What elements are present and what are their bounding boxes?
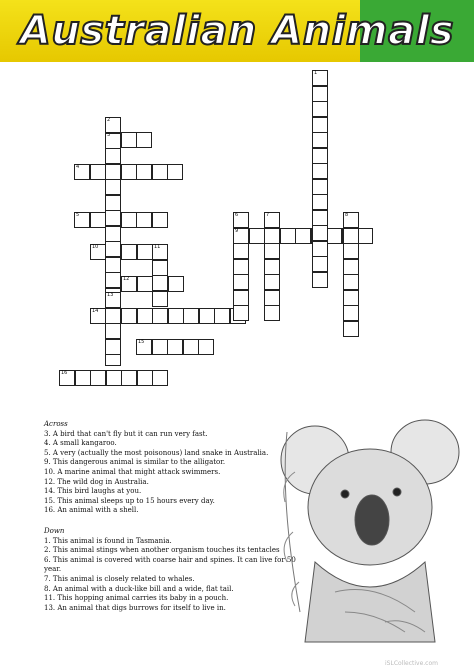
crossword-cell[interactable] xyxy=(312,86,328,102)
crossword-cell[interactable] xyxy=(343,228,359,244)
cell-number-1: 1 xyxy=(314,70,318,76)
crossword-cell[interactable] xyxy=(199,308,215,324)
clue-down-2: 2. This animal stings when another organism touches its tentacles xyxy=(44,546,280,555)
clue-across-3: 3. A bird that can't fly but it can run very fast. xyxy=(44,429,208,438)
clue-across-15: 15. This animal sleeps up to 15 hours every day. xyxy=(44,496,215,505)
crossword-cell[interactable] xyxy=(264,305,280,321)
crossword-cell[interactable] xyxy=(121,244,137,260)
cell-number-13: 13 xyxy=(107,292,114,298)
crossword-cell[interactable] xyxy=(312,163,328,179)
crossword-cell[interactable] xyxy=(105,179,121,195)
crossword-cell[interactable] xyxy=(343,259,359,275)
crossword-cell[interactable] xyxy=(183,308,199,324)
cell-number-7: 7 xyxy=(266,212,270,218)
crossword-cell[interactable] xyxy=(75,370,91,386)
crossword-cell[interactable] xyxy=(233,290,249,306)
clue-down-13: 13. An animal that digs burrows for itself to live in. xyxy=(44,603,226,612)
crossword-cell[interactable] xyxy=(264,259,280,275)
crossword-cell[interactable] xyxy=(295,228,311,244)
crossword-cell[interactable] xyxy=(183,339,199,355)
crossword-cell[interactable] xyxy=(105,308,121,324)
koala-illustration xyxy=(275,412,465,652)
crossword-cell[interactable] xyxy=(90,164,106,180)
crossword-cell[interactable] xyxy=(152,370,168,386)
clue-across-5: 5. A very (actually the most poisonous) land snake in Australia. xyxy=(44,448,269,457)
crossword-cell[interactable] xyxy=(105,241,121,257)
crossword-cell[interactable] xyxy=(152,164,168,180)
crossword-cell[interactable] xyxy=(249,228,265,244)
cell-number-9: 9 xyxy=(235,228,239,234)
crossword-cell[interactable] xyxy=(167,339,183,355)
cell-number-16: 16 xyxy=(61,370,68,376)
clue-across-12: 12. The wild dog in Australia. xyxy=(44,477,149,486)
crossword-cell[interactable] xyxy=(312,179,328,195)
crossword-cell[interactable] xyxy=(152,339,168,355)
crossword-cell[interactable] xyxy=(105,272,121,288)
clue-down-7: 7. This animal is closely related to whales. xyxy=(44,574,195,583)
crossword-cell[interactable] xyxy=(105,226,121,242)
cell-number-12: 12 xyxy=(123,276,130,282)
crossword-cell[interactable] xyxy=(136,212,152,228)
crossword-cell[interactable] xyxy=(168,276,184,292)
cell-number-15: 15 xyxy=(138,339,145,345)
clue-across-14: 14. This bird laughs at you. xyxy=(44,487,142,496)
crossword-cell[interactable] xyxy=(312,117,328,133)
cell-number-3: 3 xyxy=(107,132,111,138)
crossword-cell[interactable] xyxy=(312,241,328,257)
crossword-cell[interactable] xyxy=(343,290,359,306)
crossword-cell[interactable] xyxy=(264,290,280,306)
crossword-cell[interactable] xyxy=(312,148,328,164)
crossword-cell[interactable] xyxy=(105,148,121,164)
crossword-cell[interactable] xyxy=(343,274,359,290)
crossword-cell[interactable] xyxy=(312,194,328,210)
crossword-cell[interactable] xyxy=(312,256,328,272)
crossword-cell[interactable] xyxy=(137,370,153,386)
cell-number-11: 11 xyxy=(154,244,161,250)
crossword-cell[interactable] xyxy=(214,308,230,324)
crossword-cell[interactable] xyxy=(312,225,328,241)
crossword-cell[interactable] xyxy=(137,244,153,260)
clue-list xyxy=(44,418,314,613)
clue-down-6: 6. This animal is covered with coarse hair and spines. It can live for 50 year. xyxy=(44,555,296,574)
cell-number-2: 2 xyxy=(107,117,111,123)
crossword-cell[interactable] xyxy=(121,212,137,228)
cell-number-4: 4 xyxy=(76,164,80,170)
crossword-cell[interactable] xyxy=(312,132,328,148)
crossword-cell[interactable] xyxy=(312,101,328,117)
crossword-cell[interactable] xyxy=(152,212,168,228)
credit-watermark: iSLCollective.com xyxy=(385,660,438,667)
cell-number-14: 14 xyxy=(92,308,99,314)
crossword-cell[interactable] xyxy=(233,243,249,259)
crossword-cell[interactable] xyxy=(136,132,152,148)
crossword-cell[interactable] xyxy=(105,257,121,273)
crossword-cell[interactable] xyxy=(90,370,106,386)
crossword-cell[interactable] xyxy=(106,370,122,386)
crossword-cell[interactable] xyxy=(137,276,153,292)
clue-across-9: 9. This dangerous animal is similar to the alligator. xyxy=(44,458,226,467)
crossword-cell[interactable] xyxy=(233,305,249,321)
crossword-cell[interactable] xyxy=(343,321,359,337)
clue-across-10: 10. A marine animal that might attack swimmers. xyxy=(44,467,221,476)
crossword-cell[interactable] xyxy=(167,164,183,180)
cell-number-10: 10 xyxy=(92,244,99,250)
crossword-cell[interactable] xyxy=(105,210,121,226)
crossword-cell[interactable] xyxy=(357,228,373,244)
crossword-cell[interactable] xyxy=(105,195,121,211)
crossword-cell[interactable] xyxy=(152,260,168,276)
cell-number-6: 6 xyxy=(235,212,239,218)
crossword-cell[interactable] xyxy=(264,274,280,290)
clue-down-1: 1. This animal is found in Tasmania. xyxy=(44,536,172,545)
clue-across-4: 4. A small kangaroo. xyxy=(44,439,117,448)
crossword-cell[interactable] xyxy=(280,228,296,244)
clue-down-8: 8. An animal with a duck-like bill and a wide, flat tail. xyxy=(44,584,234,593)
crossword-cell[interactable] xyxy=(90,212,106,228)
crossword-cell[interactable] xyxy=(198,339,214,355)
crossword-cell[interactable] xyxy=(343,243,359,259)
clue-across-16: 16. An animal with a shell. xyxy=(44,506,139,515)
crossword-cell[interactable] xyxy=(105,339,121,355)
crossword-cell[interactable] xyxy=(121,308,137,324)
crossword-cell[interactable] xyxy=(152,291,168,307)
cell-number-8: 8 xyxy=(345,212,349,218)
crossword-cell[interactable] xyxy=(233,274,249,290)
crossword-cell[interactable] xyxy=(105,323,121,339)
crossword-cell[interactable] xyxy=(264,228,280,244)
crossword-cell[interactable] xyxy=(152,275,168,291)
crossword-cell[interactable] xyxy=(105,164,121,180)
crossword-cell[interactable] xyxy=(121,370,137,386)
crossword-cell[interactable] xyxy=(343,305,359,321)
crossword-cell[interactable] xyxy=(264,243,280,259)
crossword-cell[interactable] xyxy=(136,164,152,180)
crossword-cell[interactable] xyxy=(312,272,328,288)
crossword-cell[interactable] xyxy=(326,228,342,244)
crossword-cell[interactable] xyxy=(121,164,137,180)
crossword-cell[interactable] xyxy=(137,308,153,324)
down-heading: Down xyxy=(44,526,65,535)
cell-number-5: 5 xyxy=(76,212,80,218)
across-heading: Across xyxy=(44,420,68,428)
crossword-cell[interactable] xyxy=(168,308,184,324)
clue-down-11: 11. This hopping animal carries its baby in a pouch. xyxy=(44,594,229,603)
crossword-cell[interactable] xyxy=(233,259,249,275)
crossword-cell[interactable] xyxy=(152,308,168,324)
page-title: Australian Animals xyxy=(19,8,455,54)
crossword-cell[interactable] xyxy=(312,210,328,226)
crossword-cell[interactable] xyxy=(121,132,137,148)
